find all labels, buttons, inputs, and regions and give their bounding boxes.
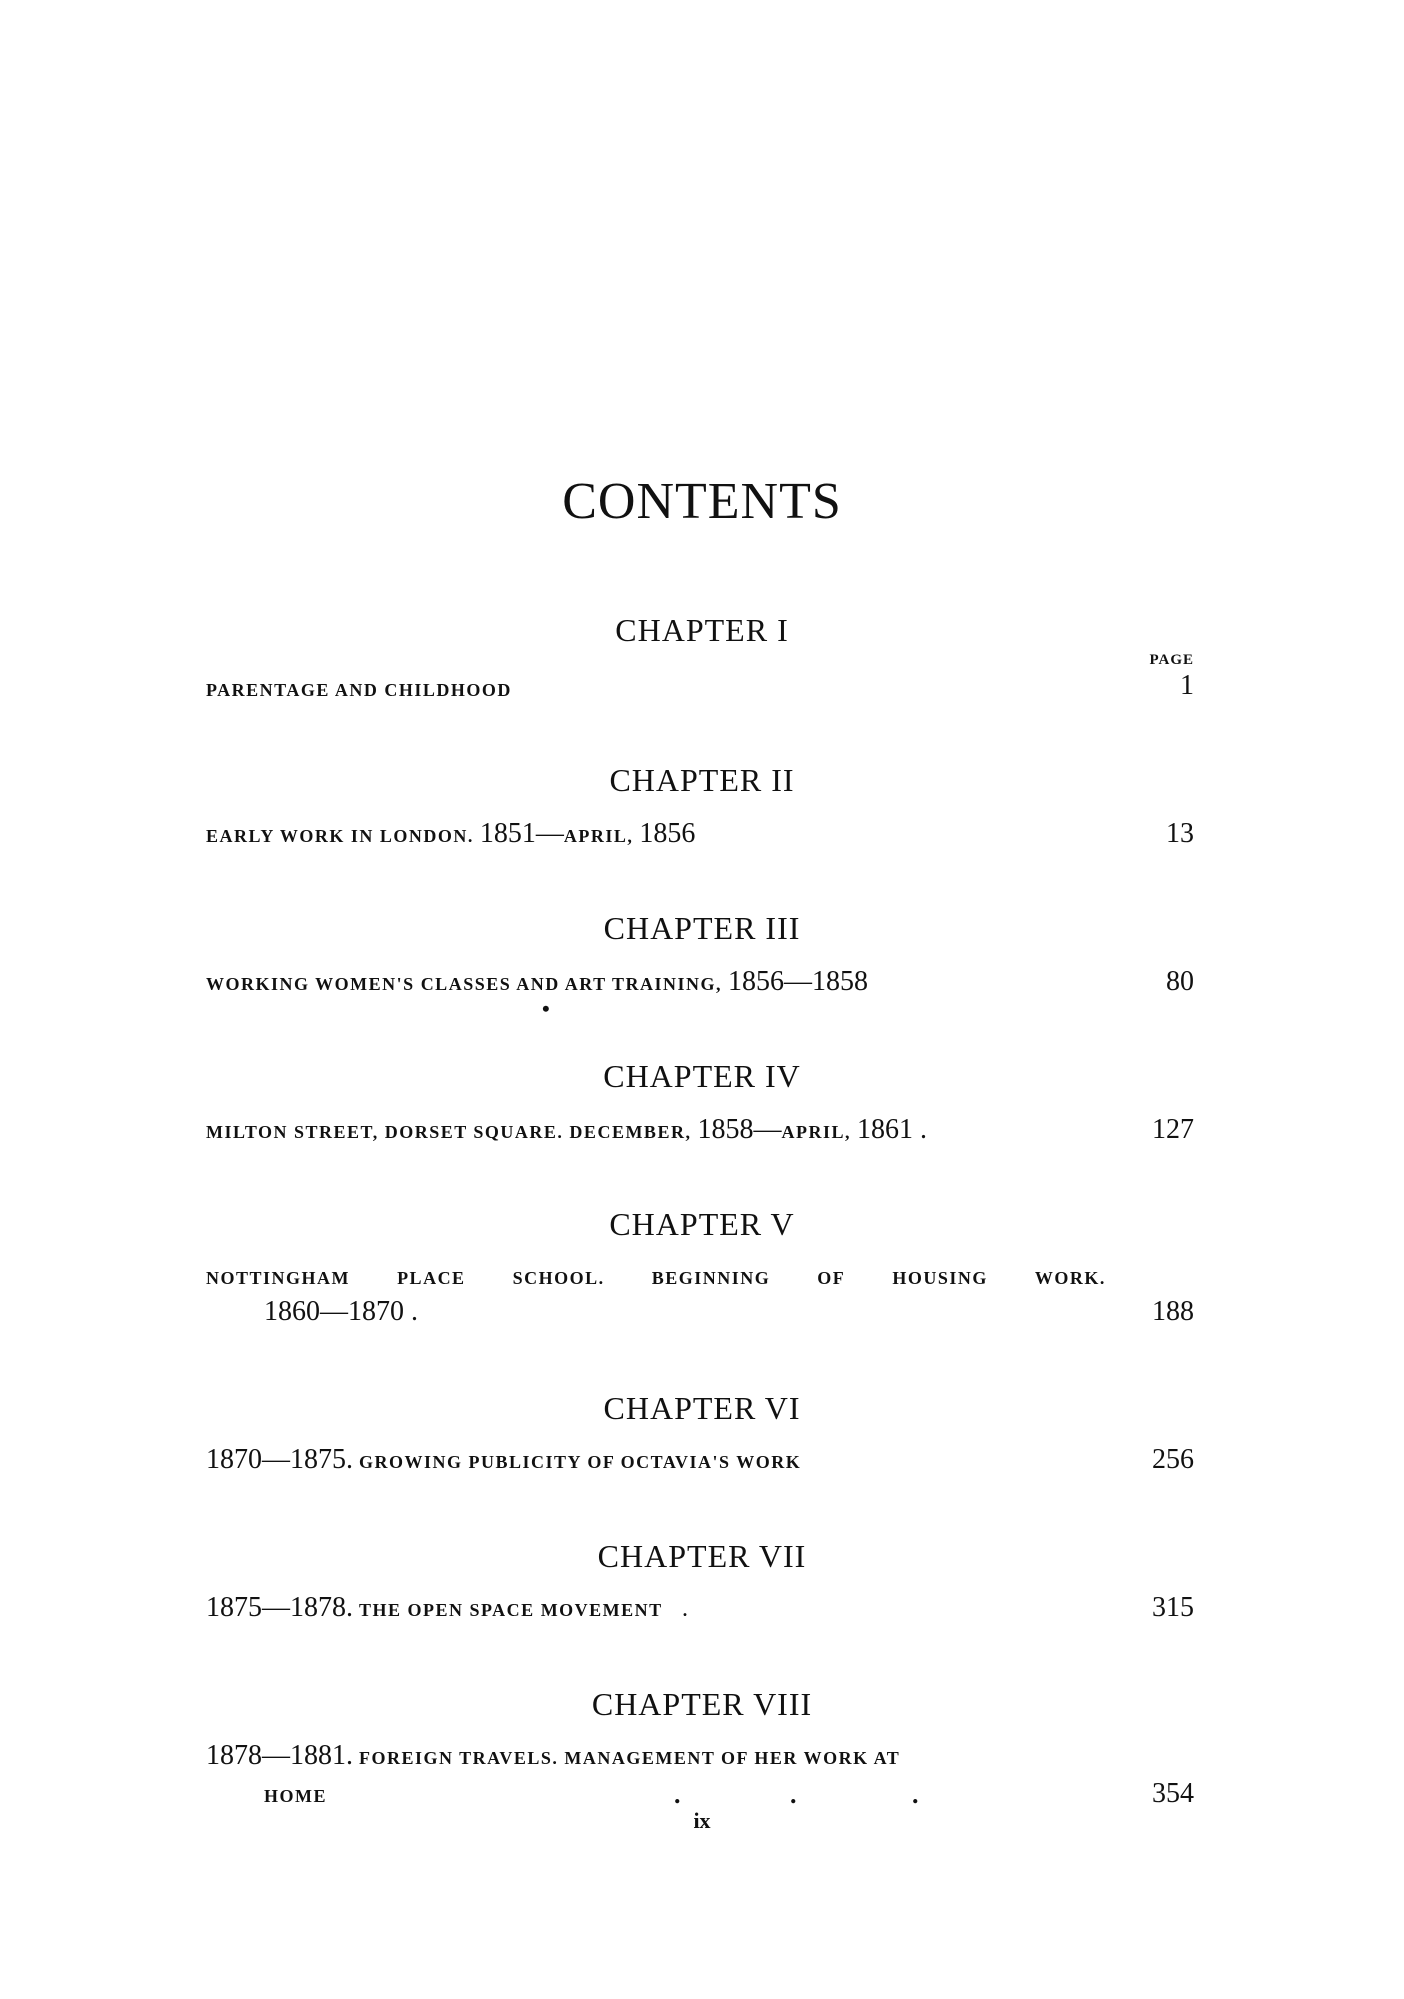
chapter-heading-7: CHAPTER VII <box>597 1538 807 1574</box>
chapter-5-title[interactable] <box>206 1268 1106 1289</box>
page-column-label: PAGE <box>1149 652 1194 668</box>
chapter-3-dates: 1856—1858 <box>727 966 868 997</box>
chapter-5-word: NOTTINGHAM <box>206 1268 351 1288</box>
chapter-5-page-number[interactable]: 188 <box>1152 1296 1194 1327</box>
chapter-6-page-number[interactable]: 256 <box>1152 1444 1194 1475</box>
chapter-7-title-text: THE OPEN SPACE MOVEMENT <box>359 1600 663 1620</box>
chapter-4-title[interactable] <box>206 1114 927 1146</box>
chapter-5-dates[interactable]: 1860—1870 . <box>264 1296 418 1327</box>
chapter-4-page-number[interactable]: 127 <box>1152 1114 1194 1145</box>
chapter-8-title[interactable] <box>206 1740 900 1772</box>
leader-dot: . <box>674 1780 681 1809</box>
chapter-heading-3: CHAPTER III <box>603 910 801 946</box>
chapter-8-title-text: FOREIGN TRAVELS. MANAGEMENT OF HER WORK AT <box>359 1748 901 1768</box>
chapter-3-page-number[interactable]: 80 <box>1166 966 1194 997</box>
chapter-4-title-text: MILTON STREET, DORSET SQUARE. DECEMBER, <box>206 1122 692 1142</box>
chapter-8-title-continued[interactable]: HOME <box>264 1786 327 1806</box>
chapter-7-page-number[interactable]: 315 <box>1152 1592 1194 1623</box>
chapter-1-title[interactable]: PARENTAGE AND CHILDHOOD <box>206 680 512 700</box>
chapter-7-leader-dot: . <box>682 1600 689 1620</box>
chapter-5-word: BEGINNING <box>651 1268 771 1288</box>
chapter-heading-2: CHAPTER II <box>609 762 795 798</box>
chapter-2-title[interactable] <box>206 818 695 850</box>
chapter-heading-6: CHAPTER VI <box>603 1390 801 1426</box>
chapter-4-date-end: 1861 . <box>856 1114 927 1145</box>
chapter-3-title-text: WORKING WOMEN'S CLASSES AND ART TRAINING, <box>206 974 722 994</box>
page-folio-number: ix <box>693 1808 711 1833</box>
chapter-3-title[interactable] <box>206 966 868 998</box>
chapter-8-page-number[interactable]: 354 <box>1152 1778 1194 1809</box>
chapter-4-date-start: 1858— <box>697 1114 782 1145</box>
chapter-2-title-text: EARLY WORK IN LONDON. <box>206 826 474 846</box>
chapter-2-page-number[interactable]: 13 <box>1166 818 1194 849</box>
chapter-6-dates: 1870—1875. <box>206 1444 353 1475</box>
chapter-heading-5: CHAPTER V <box>609 1206 795 1242</box>
chapter-5-word: SCHOOL. <box>512 1268 605 1288</box>
chapter-5-word: WORK. <box>1034 1268 1106 1288</box>
chapter-heading-8: CHAPTER VIII <box>591 1686 813 1722</box>
page-title: CONTENTS <box>562 473 842 530</box>
chapter-7-dates: 1875—1878. <box>206 1592 353 1623</box>
chapter-2-date-start: 1851— <box>479 818 564 849</box>
leader-dot: . <box>912 1780 919 1809</box>
chapter-6-title[interactable] <box>206 1444 801 1476</box>
chapter-1-page-number[interactable]: 1 <box>1180 670 1194 701</box>
chapter-8-dates: 1878—1881. <box>206 1740 353 1771</box>
chapter-7-title[interactable] <box>206 1592 689 1624</box>
leader-dot: . <box>790 1780 797 1809</box>
chapter-4-date-month: APRIL, <box>781 1122 851 1142</box>
chapter-heading-4: CHAPTER IV <box>603 1058 801 1094</box>
chapter-5-word: HOUSING <box>892 1268 988 1288</box>
chapter-2-date-end: 1856 <box>639 818 696 849</box>
chapter-5-word: PLACE <box>397 1268 466 1288</box>
chapter-2-date-month: APRIL, <box>563 826 634 846</box>
chapter-heading-1: CHAPTER I <box>615 612 789 648</box>
chapter-5-word: OF <box>817 1268 846 1288</box>
stray-mark: • <box>542 996 550 1021</box>
chapter-6-title-text: GROWING PUBLICITY OF OCTAVIA'S WORK <box>359 1452 802 1472</box>
